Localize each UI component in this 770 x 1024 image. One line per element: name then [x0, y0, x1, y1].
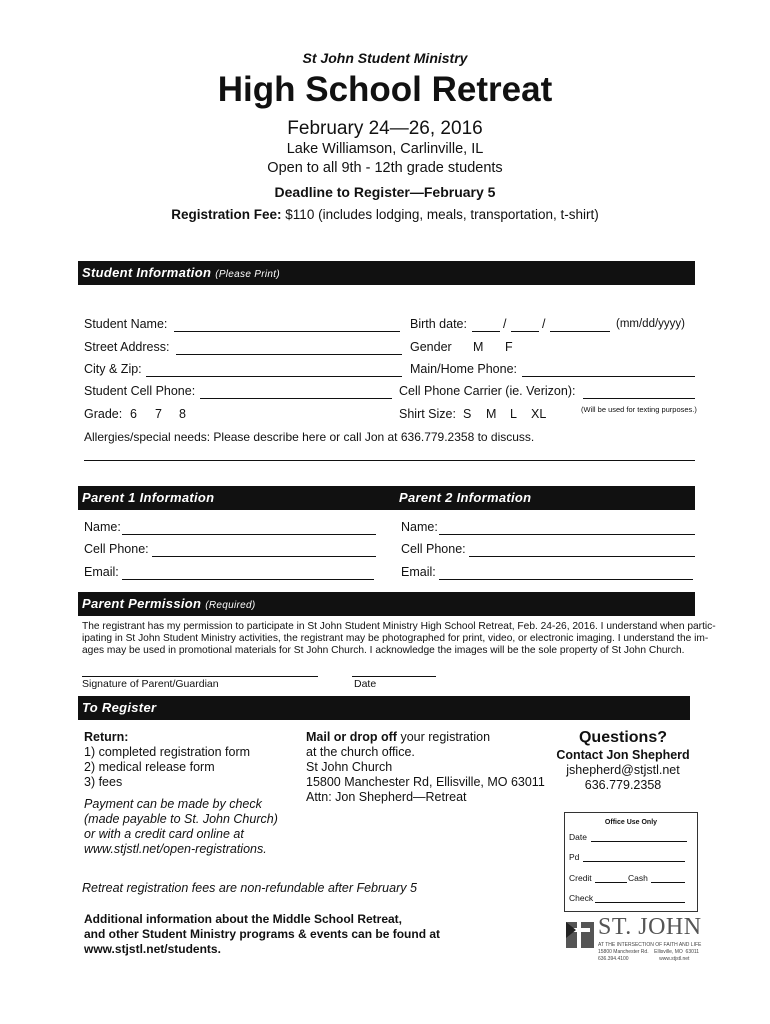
- return-item-1: 1) completed registration form: [84, 745, 251, 759]
- signature-field[interactable]: [82, 676, 318, 677]
- permission-text-line1: The registrant has my permission to participate in St John Student Ministry High School Retreat, Feb. 24-26, 2016. I understand when partic-: [82, 621, 716, 632]
- permission-text-line3: ages may be used in promotional materials for St John Church. I acknowledge the images will be the sole property of St John Church.: [82, 645, 685, 656]
- grade-option-8[interactable]: 8: [179, 407, 186, 421]
- parent2-email-label: Email:: [401, 565, 436, 579]
- logo-name: ST. JOHN: [598, 914, 702, 940]
- student-name-label: Student Name:: [84, 317, 168, 331]
- allergies-field[interactable]: [84, 460, 695, 461]
- logo-address: 15800 Manchester Rd. Ellisville, MO 63011: [598, 949, 700, 955]
- student-cell-field[interactable]: [200, 398, 392, 399]
- gender-label: Gender: [410, 340, 452, 354]
- payment-line-2: (made payable to St. John Church): [84, 812, 278, 826]
- ministry-name: St John Student Ministry: [302, 50, 468, 66]
- birth-sep-2: /: [542, 317, 546, 331]
- permission-title: [82, 596, 256, 611]
- carrier-label: Cell Phone Carrier (ie. Verizon):: [399, 384, 576, 398]
- parent2-name-field[interactable]: [439, 534, 695, 535]
- shirt-size-xl[interactable]: XL: [531, 407, 547, 421]
- fee-value: $110 (includes lodging, meals, transportation, t-shirt): [281, 207, 599, 222]
- office-cash-label: Cash: [628, 873, 648, 883]
- logo-contact: 636.394.4100 www.stjstl.net: [598, 956, 690, 962]
- permission-bar: [78, 592, 695, 616]
- shirt-size-m[interactable]: M: [486, 407, 497, 421]
- birth-sep-1: /: [503, 317, 507, 331]
- student-name-field[interactable]: [174, 331, 400, 332]
- carrier-note: (Will be used for texting purposes.): [581, 405, 697, 414]
- logo-tagline: AT THE INTERSECTION OF FAITH AND LIFE: [598, 942, 702, 948]
- street-address-label: Street Address:: [84, 340, 170, 354]
- office-check-label: Check: [569, 893, 594, 903]
- additional-line-2: and other Student Ministry programs & events can be found at: [84, 927, 441, 941]
- student-info-title-text: Student Information: [82, 265, 212, 280]
- shirt-size-s[interactable]: S: [463, 407, 472, 421]
- cross-icon: [564, 916, 596, 950]
- grade-option-6[interactable]: 6: [130, 407, 137, 421]
- deadline: Deadline to Register—February 5: [274, 184, 496, 200]
- page-title: High School Retreat: [217, 70, 553, 109]
- parent1-name-label: Name:: [84, 520, 121, 534]
- mail-line-1: at the church office.: [306, 745, 415, 759]
- home-phone-field[interactable]: [522, 376, 695, 377]
- permission-note: (Required): [205, 600, 256, 611]
- parent2-name-label: Name:: [401, 520, 438, 534]
- office-pd-field[interactable]: [583, 861, 685, 862]
- mail-rest: your registration: [396, 730, 491, 744]
- carrier-field[interactable]: [583, 398, 695, 399]
- return-item-3: 3) fees: [84, 775, 123, 789]
- parent2-cell-field[interactable]: [469, 556, 695, 557]
- parent-info-bar: [78, 486, 695, 510]
- contact-name: Contact Jon Shepherd: [556, 748, 690, 762]
- shirt-size-l[interactable]: L: [510, 407, 517, 421]
- student-info-title: [82, 265, 280, 280]
- retreat-location: Lake Williamson, Carlinville, IL: [286, 141, 484, 157]
- return-item-2: 2) medical release form: [84, 760, 215, 774]
- register-title: To Register: [82, 700, 157, 715]
- parent2-email-field[interactable]: [439, 579, 693, 580]
- signature-label: Signature of Parent/Guardian: [82, 678, 219, 690]
- payment-line-3: or with a credit card online at: [84, 827, 244, 841]
- office-date-label: Date: [569, 832, 587, 842]
- birth-day-field[interactable]: [511, 331, 539, 332]
- mail-line-2: St John Church: [306, 760, 393, 774]
- fee-label: Registration Fee:: [171, 207, 282, 222]
- questions-title: Questions?: [578, 729, 667, 746]
- birth-date-label: Birth date:: [410, 317, 467, 331]
- student-cell-label: Student Cell Phone:: [84, 384, 196, 398]
- parent1-cell-field[interactable]: [152, 556, 376, 557]
- parent1-email-field[interactable]: [122, 579, 374, 580]
- office-credit-label: Credit: [569, 873, 592, 883]
- office-check-field[interactable]: [595, 902, 685, 903]
- permission-text-line2: ipating in St John Student Ministry activities, the registrant may be photographed for print, video, or electronic imaging. I understand the im-: [82, 633, 709, 644]
- office-pd-label: Pd: [569, 852, 580, 862]
- grade-label: Grade:: [84, 407, 123, 421]
- birth-format-hint: (mm/dd/yyyy): [616, 318, 685, 330]
- parent2-cell-label: Cell Phone:: [401, 542, 466, 556]
- parent1-name-field[interactable]: [122, 534, 376, 535]
- retreat-dates: February 24—26, 2016: [287, 118, 483, 139]
- payment-link[interactable]: www.stjstl.net/open-registrations.: [84, 842, 267, 856]
- city-zip-label: City & Zip:: [84, 362, 142, 376]
- birth-month-field[interactable]: [472, 331, 500, 332]
- additional-link[interactable]: www.stjstl.net/students.: [84, 942, 221, 956]
- allergies-label: Allergies/special needs: Please describe here or call Jon at 636.779.2358 to discuss.: [84, 430, 535, 444]
- shirt-size-label: Shirt Size:: [399, 407, 456, 421]
- refund-note: Retreat registration fees are non-refundable after February 5: [82, 881, 417, 895]
- mail-heading: [306, 730, 490, 744]
- mail-line-3: 15800 Manchester Rd, Ellisville, MO 63011: [306, 775, 545, 789]
- additional-line-1: Additional information about the Middle School Retreat,: [84, 912, 402, 926]
- office-use-title: Office Use Only: [604, 819, 658, 826]
- eligibility: Open to all 9th - 12th grade students: [267, 160, 503, 176]
- mail-line-4: Attn: Jon Shepherd—Retreat: [306, 790, 467, 804]
- parent1-email-label: Email:: [84, 565, 119, 579]
- contact-phone: 636.779.2358: [584, 778, 662, 792]
- street-address-field[interactable]: [176, 354, 402, 355]
- return-label: Return:: [84, 730, 129, 744]
- registration-fee: [0, 207, 770, 222]
- parent1-title: Parent 1 Information: [82, 490, 215, 505]
- signature-date-label: Date: [354, 678, 377, 690]
- city-zip-field[interactable]: [146, 376, 402, 377]
- birth-year-field[interactable]: [550, 331, 610, 332]
- gender-option-m[interactable]: M: [473, 340, 484, 354]
- permission-title-text: Parent Permission: [82, 596, 202, 611]
- office-date-field[interactable]: [591, 841, 687, 842]
- parent2-title: Parent 2 Information: [399, 490, 532, 505]
- office-use-box: [564, 812, 698, 912]
- office-credit-field[interactable]: [595, 882, 627, 883]
- student-info-note: (Please Print): [215, 269, 280, 280]
- mail-bold: Mail or drop off: [306, 730, 397, 744]
- office-cash-field[interactable]: [651, 882, 685, 883]
- parent1-cell-label: Cell Phone:: [84, 542, 149, 556]
- grade-option-7[interactable]: 7: [155, 407, 162, 421]
- contact-email[interactable]: jshepherd@stjstl.net: [566, 763, 680, 777]
- student-info-bar: [78, 261, 695, 285]
- signature-date-field[interactable]: [352, 676, 436, 677]
- register-bar: [78, 696, 690, 720]
- payment-line-1: Payment can be made by check: [84, 797, 262, 811]
- home-phone-label: Main/Home Phone:: [410, 362, 518, 376]
- st-john-logo: [564, 914, 700, 972]
- gender-option-f[interactable]: F: [505, 340, 513, 354]
